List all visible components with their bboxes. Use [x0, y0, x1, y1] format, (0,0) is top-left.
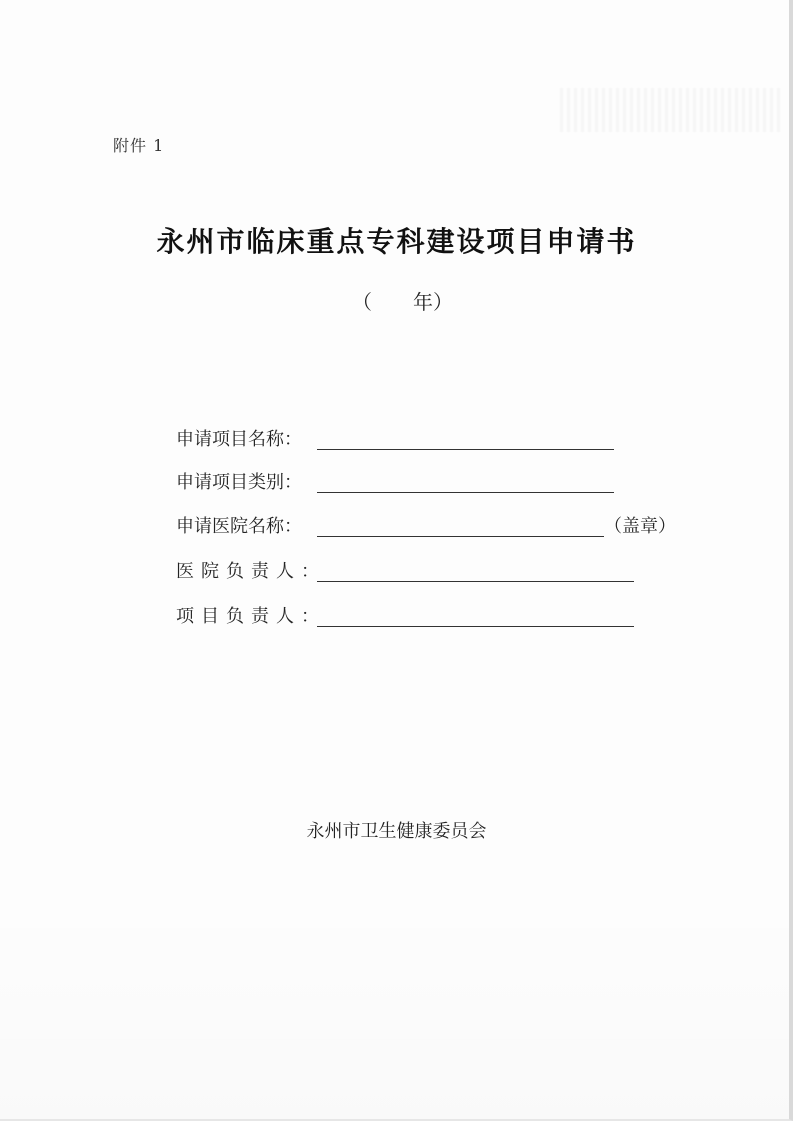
field-hospital-name-line[interactable]	[317, 536, 604, 537]
seal-note: （盖章）	[604, 516, 676, 537]
field-project-category-label: 申请项目类别：	[176, 472, 302, 493]
field-hospital-head-line[interactable]	[317, 581, 634, 582]
field-hospital-head-label: 医院负责人：	[176, 561, 326, 582]
year-open-paren: （	[352, 290, 372, 314]
issuing-authority: 永州市卫生健康委员会	[306, 821, 487, 842]
field-hospital-name-label: 申请医院名称：	[176, 516, 302, 537]
field-project-category-line[interactable]	[317, 492, 614, 493]
scan-shading	[0, 900, 789, 1121]
scan-bleed-through	[560, 88, 780, 132]
field-project-lead-line[interactable]	[317, 626, 634, 627]
attachment-label: 附件 1	[113, 136, 165, 155]
field-project-name-label: 申请项目名称：	[176, 429, 302, 450]
field-project-name-line[interactable]	[317, 449, 614, 450]
year-close-label: 年）	[413, 290, 453, 314]
field-project-lead-label: 项目负责人：	[176, 606, 326, 627]
document-title: 永州市临床重点专科建设项目申请书	[156, 225, 637, 258]
